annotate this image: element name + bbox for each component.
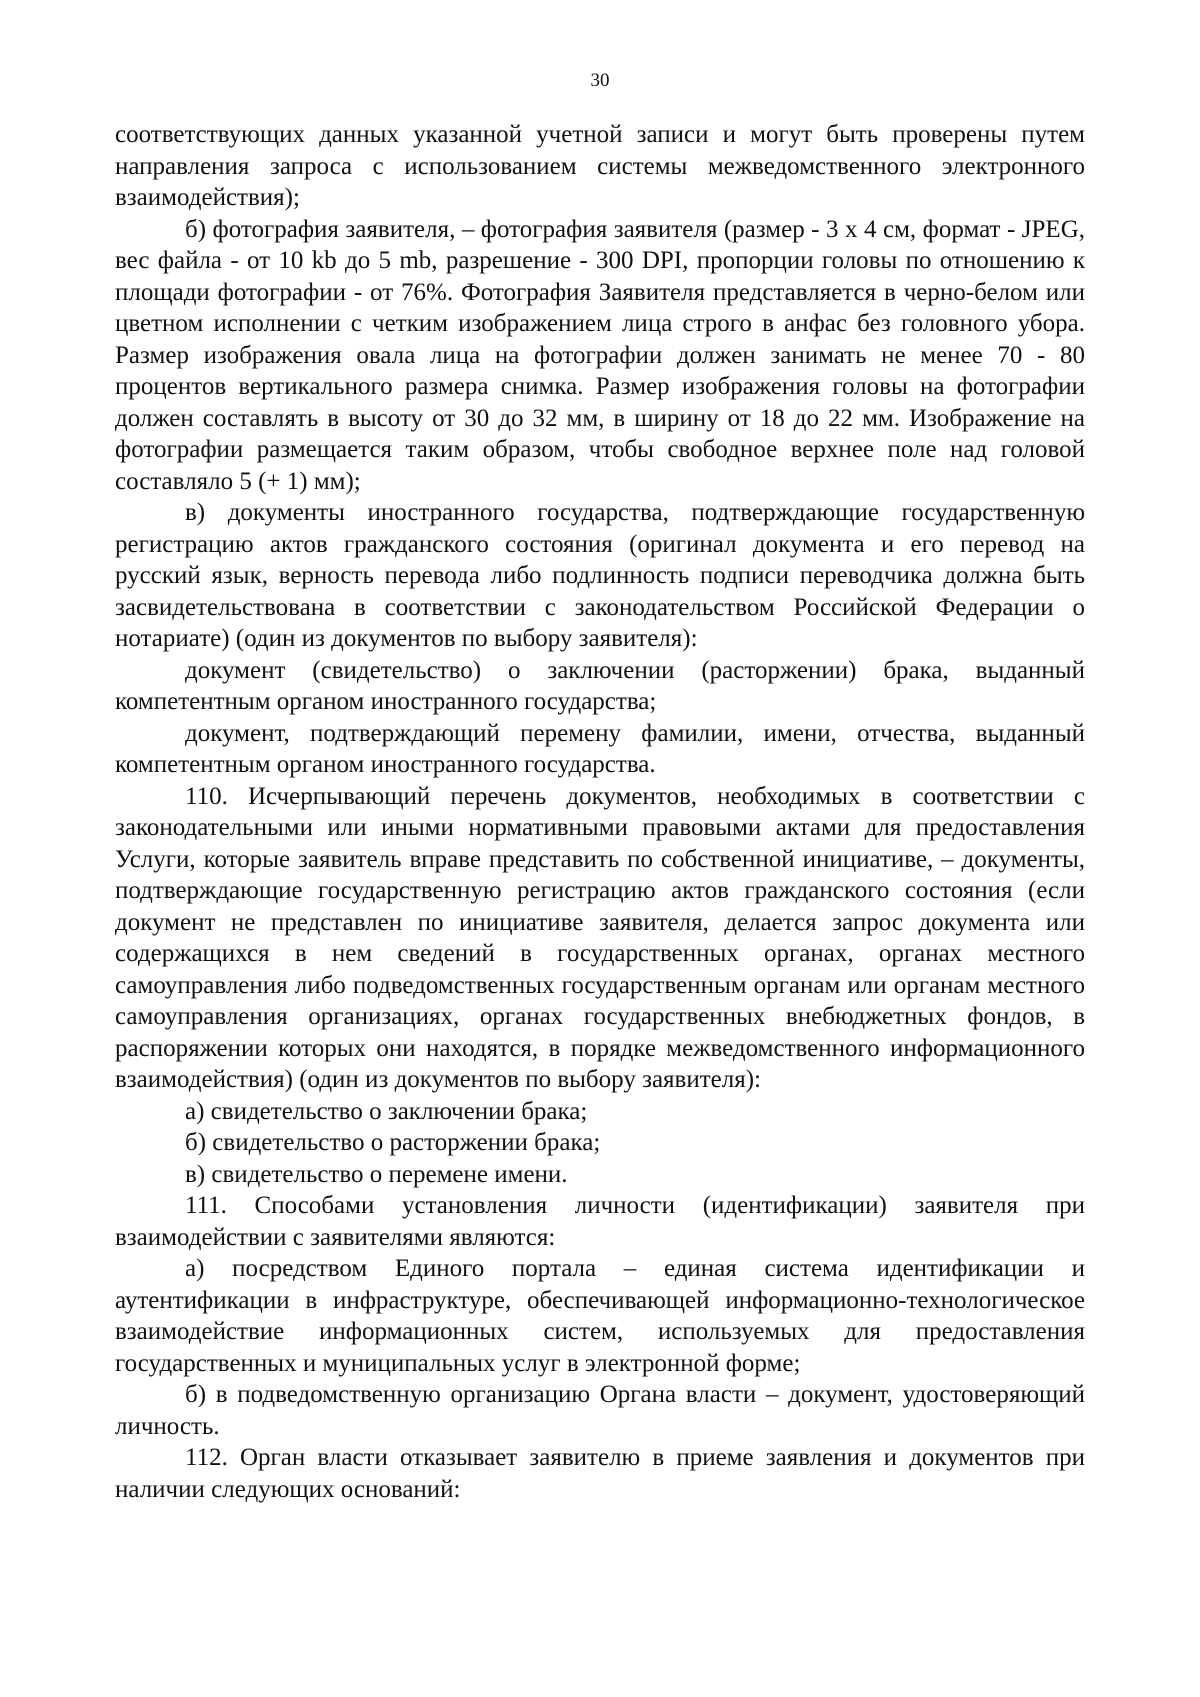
paragraph-foreign-documents: в) документы иностранного государства, подтверждающие государственную регистрацию актов гражданского состояния (оригинал документа и его перевод на русский язык, верность перевода либо подлинность подписи переводчика должна быть засвидетельствована в соответствии с законодательством Российской Федерации о нотариате) (один из документов по выбору заявителя): (115, 499, 1085, 652)
paragraph-item-110: 110. Исчерпывающий перечень документов, необходимых в соответствии с законодательными или иными нормативными правовыми актами для предоставления Услуги, которые заявитель вправе представить по собственной инициативе, – документы, подтверждающие государственную регистрацию актов гражданского состояния (если документ не представлен по инициативе заявителя, делается запрос документа или содержащихся в нем сведений в государственных органах, органах местного самоуправления либо подведомственных государственным органам или органам местного самоуправления организациях, органах государственных внебюджетных фондов, в распоряжении которых они находятся, в порядке межведомственного информационного взаимодействия) (один из документов по выбору заявителя): (115, 782, 1085, 1093)
list-item-subordinate-organization: б) в подведомственную организацию Органа власти – документ, удостоверяющий личность. (115, 1381, 1085, 1440)
list-item-marriage-certificate: а) свидетельство о заключении брака; (185, 1097, 588, 1125)
list-item-unified-portal: а) посредством Единого портала – единая система идентификации и аутентификации в инфраструктуре, обеспечивающей информационно-технологическое взаимодействие информационных систем, используемых для предоставления государственных и муниципальных услуг в электронной форме; (115, 1255, 1085, 1377)
paragraph-name-change-document: документ, подтверждающий перемену фамилии, имени, отчества, выданный компетентным органом иностранного государства. (115, 719, 1085, 778)
paragraph-marriage-document: документ (свидетельство) о заключении (расторжении) брака, выданный компетентным органом иностранного государства; (115, 656, 1085, 715)
document-body (115, 119, 1085, 1505)
paragraph-continuation: соответствующих данных указанной учетной записи и могут быть проверены путем направления запроса с использованием системы межведомственного электронного взаимодействия); (115, 121, 1085, 211)
list-item-divorce-certificate: б) свидетельство о расторжении брака; (185, 1129, 601, 1156)
paragraph-item-111: 111. Способами установления личности (идентификации) заявителя при взаимодействии с заявителями являются: (115, 1192, 1085, 1251)
paragraph-item-112: 112. Орган власти отказывает заявителю в приеме заявления и документов при наличии следующих оснований: (115, 1444, 1085, 1503)
page-number: 30 (590, 70, 610, 91)
paragraph-photo-requirements: б) фотография заявителя, – фотография заявителя (размер - 3 x 4 см, формат - JPEG, вес файла - от 10 kb до 5 mb, разрешение - 300 DPI, пропорции головы по отношению к площади фотографии - от 76%. Фотография Заявителя представляется в черно-белом или цветном исполнении с четким изображением лица строго в анфас без головного убора. Размер изображения овала лица на фотографии должен занимать не менее 70 - 80 процентов вертикального размера снимка. Размер изображения головы на фотографии должен составлять в высоту от 30 до 32 мм, в ширину от 18 до 22 мм. Изображение на фотографии размещается таким образом, чтобы свободное верхнее поле над головой составляло 5 (+ 1) мм); (115, 215, 1085, 495)
list-item-name-change-certificate: в) свидетельство о перемене имени. (185, 1160, 568, 1188)
